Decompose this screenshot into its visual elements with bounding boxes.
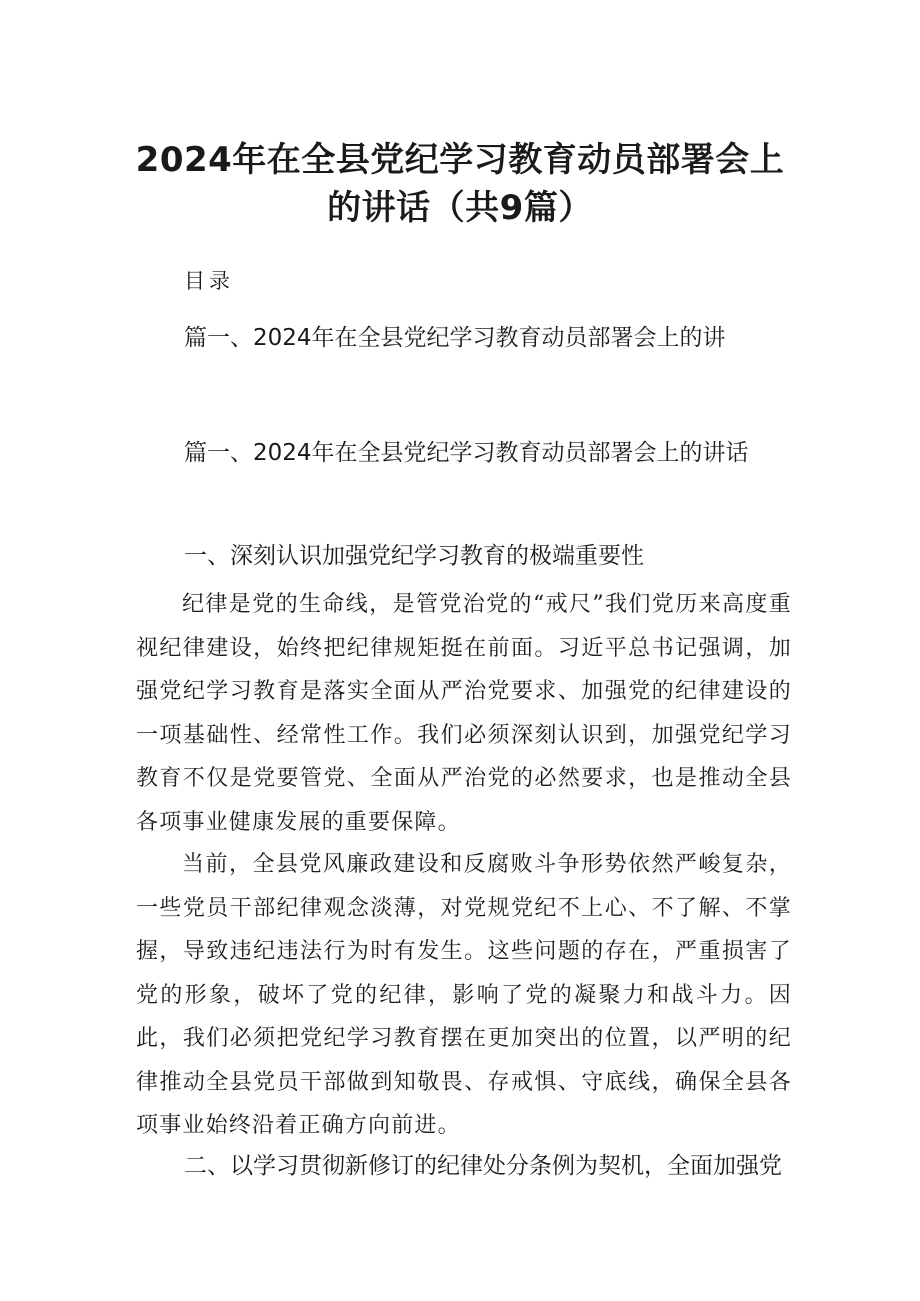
body-paragraph-2: 当前，全县党风廉政建设和反腐败斗争形势依然严峻复杂，一些党员干部纪律观念淡薄，对党规党纪不上心、不了解、不掌握，导致违纪违法行为时有发生。这些问题的存在，严重损害了党的形象，破坏了党的纪律，影响了党的凝聚力和战斗力。因此，我们必须把党纪学习教育摆在更加突出的位置，以严明的纪律推动全县党员干部做到知敬畏、存戒惧、守底线，确保全县各项事业始终沿着正确方向前进。 — [136, 852, 792, 1138]
chapter-title: 篇一、2024年在全县党纪学习教育动员部署会上的讲话 — [184, 440, 749, 466]
body-paragraph-1: 纪律是党的生命线，是管党治党的“戒尺”我们党历来高度重视纪律建设，始终把纪律规矩挺在前面。习近平总书记强调，加强党纪学习教育是落实全面从严治党要求、加强党的纪律建设的一项基础性、经常性工作。我们必须深刻认识到，加强党纪学习教育不仅是党要管党、全面从严治党的必然要求，也是推动全县各项事业健康发展的重要保障。 — [136, 592, 792, 835]
section-heading-2: 二、以学习贯彻新修订的纪律处分条例为契机，全面加强党 — [184, 1153, 782, 1179]
toc-label: 目录 — [184, 269, 234, 293]
document-title-line-1: 2024年在全县党纪学习教育动员部署会上 — [135, 140, 785, 180]
document-title-line-2: 的讲话（共9篇） — [327, 188, 593, 228]
section-heading-1: 一、深刻认识加强党纪学习教育的极端重要性 — [184, 543, 644, 569]
toc-item[interactable]: 篇一、2024年在全县党纪学习教育动员部署会上的讲 — [184, 325, 726, 351]
